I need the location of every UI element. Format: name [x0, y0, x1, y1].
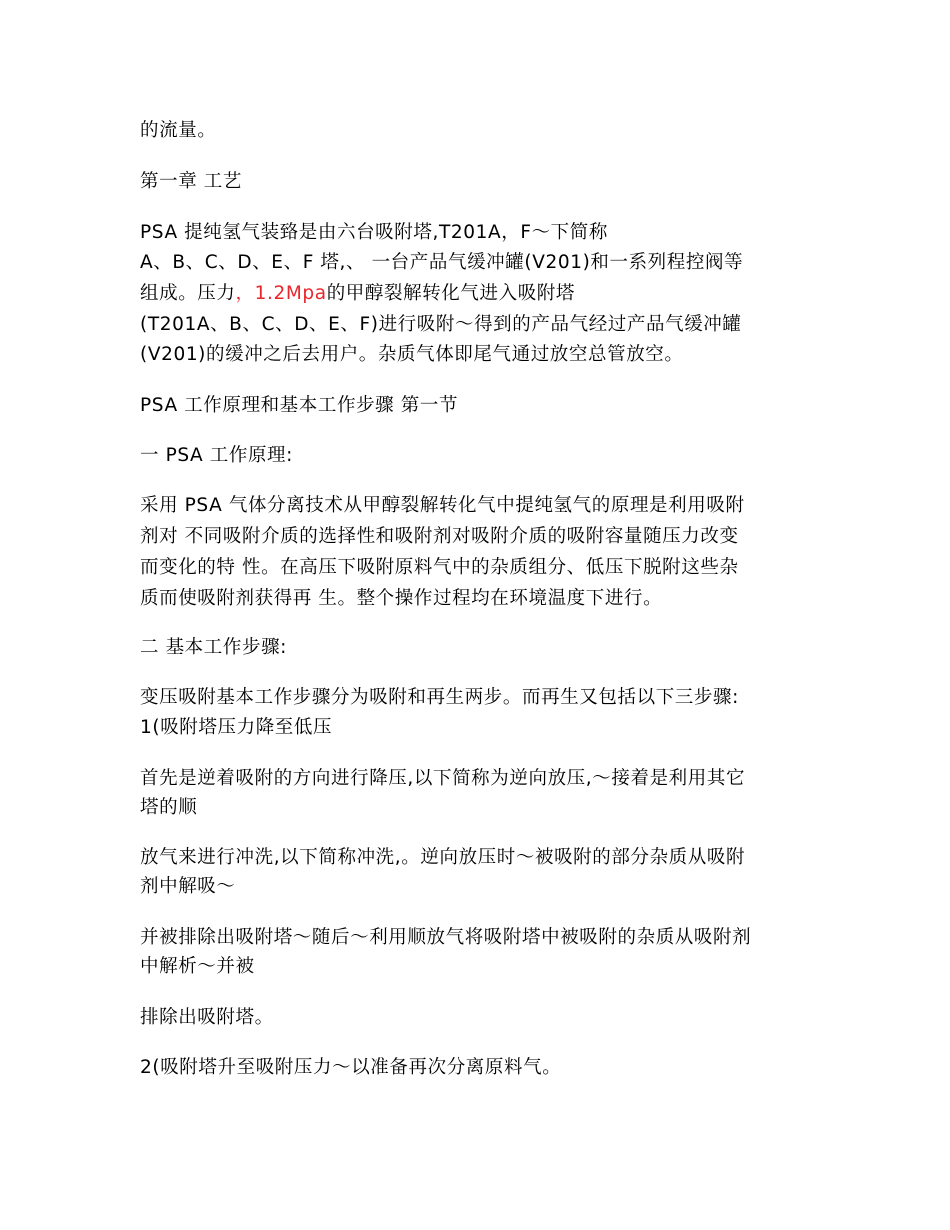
paragraph-line: PSA 提纯氢气装臵是由六台吸附塔,T201A，F～下简称 — [140, 222, 608, 243]
paragraph-line: (T201A、B、C、D、E、F)进行吸附～得到的产品气经过产品气缓冲罐 — [140, 314, 742, 335]
pressure-text-after: 的甲醇裂解转化气进入吸附塔 — [326, 283, 575, 304]
subsection-heading-steps: 二 基本工作步骤: — [140, 637, 288, 658]
text-line-flow: 的流量。 — [140, 120, 217, 141]
paragraph-line: 采用 PSA 气体分离技术从甲醇裂解转化气中提纯氢气的原理是利用吸附 — [140, 495, 745, 516]
paragraph-line: 放气来进行冲洗,以下简称冲洗,。逆向放压时～被吸附的部分杂质从吸附 — [140, 847, 746, 868]
paragraph-line: 剂对 不同吸附介质的选择性和吸附剂对吸附介质的吸附容量随压力改变 — [140, 526, 739, 547]
pressure-text-before: 组成。压力 — [140, 283, 236, 304]
paragraph-line: 质而使吸附剂获得再 生。整个操作过程均在环境温度下进行。 — [140, 588, 663, 609]
paragraph-line: 中解析～并被 — [140, 956, 255, 977]
paragraph-line: (V201)的缓冲之后去用户。杂质气体即尾气通过放空总管放空。 — [140, 344, 684, 365]
paragraph-line: 变压吸附基本工作步骤分为吸附和再生两步。而再生又包括以下三步骤: — [140, 687, 739, 708]
paragraph-line: 并被排除出吸附塔～随后～利用顺放气将吸附塔中被吸附的杂质从吸附剂 — [140, 927, 752, 948]
subsection-heading-principle: 一 PSA 工作原理: — [140, 445, 293, 466]
paragraph-line: 排除出吸附塔。 — [140, 1007, 274, 1028]
paragraph-line: A、B、C、D、E、F 塔,、 一台产品气缓冲罐(V201)和一系列程控阀等 — [140, 252, 744, 273]
section-heading: PSA 工作原理和基本工作步骤 第一节 — [140, 395, 459, 416]
pressure-value-highlight: ，1.2Mpa — [235, 283, 327, 304]
paragraph-line: 剂中解吸～ — [140, 876, 236, 897]
paragraph-line-pressure — [140, 283, 820, 305]
paragraph-line: 而变化的特 性。在高压下吸附原料气中的杂质组分、低压下脱附这些杂 — [140, 557, 739, 578]
paragraph-line: 塔的顺 — [140, 797, 198, 818]
chapter-heading: 第一章 工艺 — [140, 171, 242, 192]
paragraph-line: 首先是逆着吸附的方向进行降压,以下简称为逆向放压,～接着是利用其它 — [140, 768, 746, 789]
paragraph-line: 1(吸附塔压力降至低压 — [140, 717, 333, 738]
paragraph-line: 2(吸附塔升至吸附压力～以准备再次分离原料气。 — [140, 1057, 562, 1078]
